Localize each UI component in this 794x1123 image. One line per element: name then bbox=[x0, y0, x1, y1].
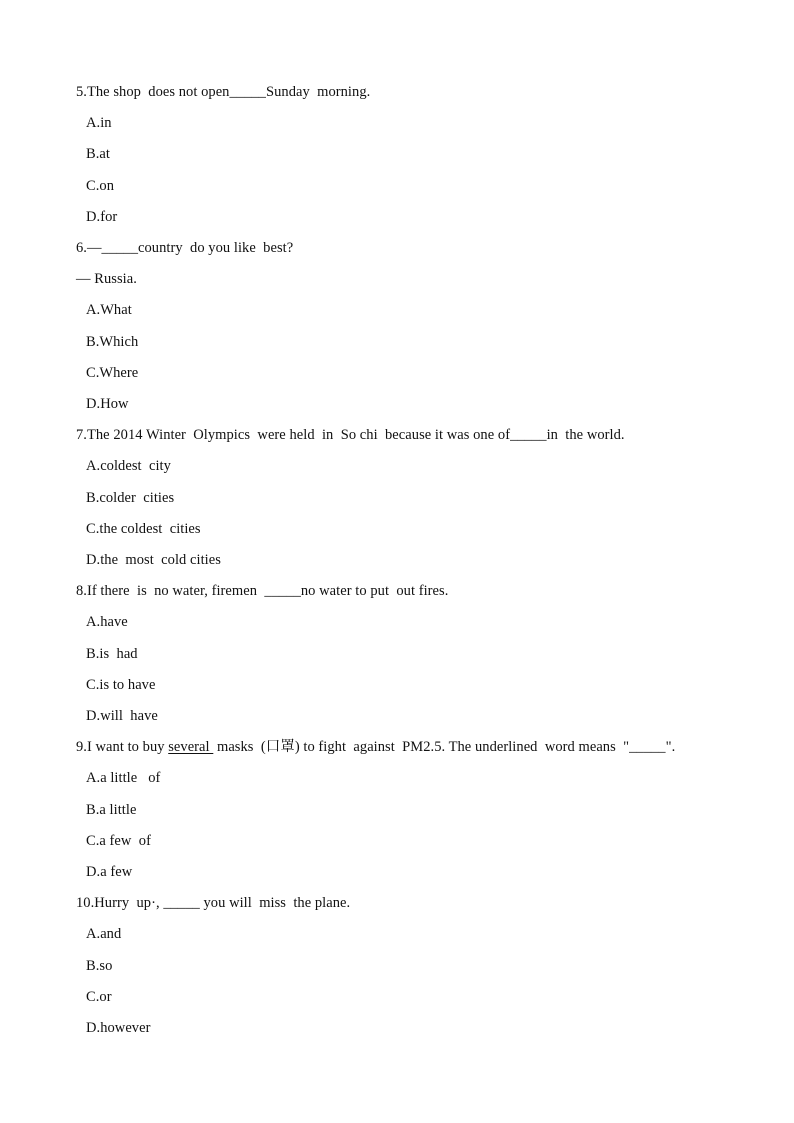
question-9-option-a: A.a little of bbox=[86, 770, 161, 786]
question-10-option-d: D.however bbox=[86, 1020, 151, 1036]
question-5-option-a: A.in bbox=[86, 115, 112, 131]
question-8-stem: 8.If there is no water, firemen _____no water to put out fires. bbox=[76, 583, 449, 599]
question-5-option-c: C.on bbox=[86, 178, 114, 194]
question-9-option-b: B.a little bbox=[86, 802, 137, 818]
underlined-word: several bbox=[168, 739, 214, 755]
question-8-option-c: C.is to have bbox=[86, 677, 156, 693]
question-10-option-c: C.or bbox=[86, 989, 112, 1005]
question-6-stem: 6.—_____country do you like best? bbox=[76, 240, 294, 256]
question-9-stem-start: 9.I want to buy bbox=[76, 739, 169, 755]
question-9-option-d: D.a few bbox=[86, 864, 133, 880]
question-10-option-a: A.and bbox=[86, 926, 122, 942]
question-9-stem-end: masks (口罩) to fight against PM2.5. The underlined word means "_____". bbox=[213, 739, 676, 755]
question-7-stem: 7.The 2014 Winter Olympics were held in So chi because it was one of_____in the world. bbox=[76, 427, 625, 443]
question-6-option-b: B.Which bbox=[86, 334, 139, 350]
question-8-option-b: B.is had bbox=[86, 646, 138, 662]
question-8-option-d: D.will have bbox=[86, 708, 158, 724]
question-7-option-c: C.the coldest cities bbox=[86, 521, 201, 537]
question-9-stem bbox=[76, 737, 675, 757]
question-7-option-d: D.the most cold cities bbox=[86, 552, 221, 568]
question-9-option-c: C.a few of bbox=[86, 833, 151, 849]
question-10-stem: 10.Hurry up·, _____ you will miss the plane. bbox=[76, 895, 351, 911]
question-7-option-a: A.coldest city bbox=[86, 458, 171, 474]
question-5-stem: 5.The shop does not open_____Sunday morning. bbox=[76, 84, 371, 100]
question-6-option-c: C.Where bbox=[86, 365, 139, 381]
question-6-option-a: A.What bbox=[86, 302, 132, 318]
question-7-option-b: B.colder cities bbox=[86, 490, 175, 506]
question-5-option-b: B.at bbox=[86, 146, 110, 162]
question-8-option-a: A.have bbox=[86, 614, 128, 630]
question-5-option-d: D.for bbox=[86, 209, 118, 225]
question-6-option-d: D.How bbox=[86, 396, 129, 412]
question-6-answer-line: — Russia. bbox=[76, 271, 137, 287]
question-10-option-b: B.so bbox=[86, 958, 113, 974]
